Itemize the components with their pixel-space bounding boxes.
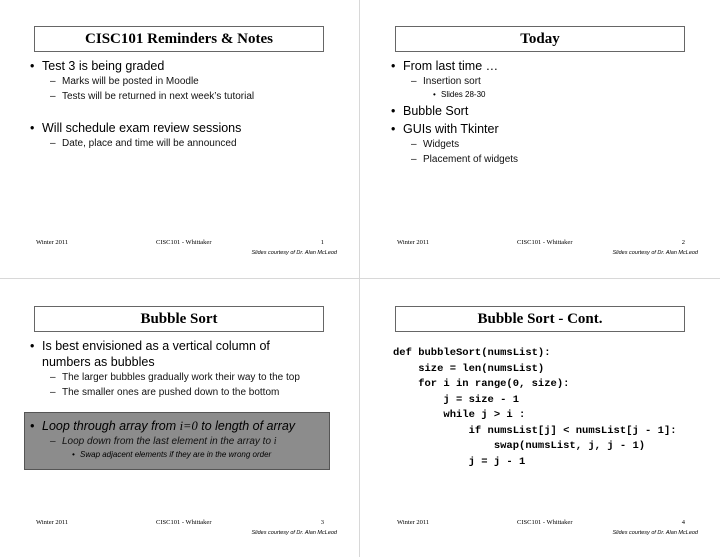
footer-course: CISC101 - Whittaker — [156, 519, 212, 526]
code-line: if numsList[j] < numsList[j - 1]: — [393, 424, 677, 437]
footer-term: Winter 2011 — [397, 239, 430, 246]
bullet-list — [389, 56, 699, 167]
bullet-list — [28, 56, 338, 151]
footer-course: CISC101 - Whittaker — [156, 239, 212, 246]
sub-bullet: – Placement of widgets — [389, 152, 699, 167]
highlight-sub-sub-bullet: • Swap adjacent elements if they are in the wrong order — [28, 449, 328, 461]
footer-term: Winter 2011 — [36, 519, 69, 526]
slide-credit: Slides courtesy of Dr. Alan McLeod — [251, 250, 337, 256]
footer-course: CISC101 - Whittaker — [517, 239, 573, 246]
slide-title: Today — [395, 26, 685, 52]
bullet: • Test 3 is being graded — [28, 58, 338, 74]
code-line: j = j - 1 — [393, 455, 526, 468]
bullet-line-1: Is best envisioned as a vertical column of — [42, 339, 270, 353]
highlight-text-end: to length of array — [197, 419, 296, 433]
slide-4 — [361, 280, 720, 558]
slide-2 — [361, 0, 720, 278]
footer-term: Winter 2011 — [397, 519, 430, 526]
footer-page-number: 1 — [320, 239, 324, 246]
sub-bullet: – Insertion sort — [389, 74, 699, 89]
code-block — [393, 346, 677, 470]
highlight-sub-var: i — [273, 436, 277, 447]
highlight-content — [28, 416, 328, 461]
slide-3 — [0, 280, 359, 558]
code-line: swap(numsList, j, j - 1) — [393, 440, 646, 452]
bullet: • Will schedule exam review sessions — [28, 120, 338, 136]
footer-page-number: 4 — [681, 519, 685, 526]
bullet: • GUIs with Tkinter — [389, 121, 699, 137]
footer-course: CISC101 - Whittaker — [517, 519, 573, 526]
sub-bullet: – The smaller ones are pushed down to the bottom — [28, 385, 338, 400]
code-line: j = size - 1 — [393, 393, 520, 406]
horizontal-divider — [0, 278, 720, 279]
sub-bullet: – Tests will be returned in next week’s tutorial — [28, 89, 338, 104]
sub-bullet: – Date, place and time will be announced — [28, 136, 338, 151]
footer-page-number: 3 — [320, 519, 324, 526]
bullet-list — [28, 336, 338, 400]
highlight-bullet — [28, 418, 328, 434]
code-line: for i in range(0, size): — [393, 378, 570, 390]
slide-credit: Slides courtesy of Dr. Alan McLeod — [612, 250, 698, 256]
sub-sub-bullet: • Slides 28-30 — [389, 89, 699, 101]
bullet — [28, 338, 338, 370]
highlight-var: i=0 — [179, 419, 198, 433]
slide-1 — [0, 0, 359, 278]
code-line: while j > i : — [393, 409, 526, 421]
highlight-sub-text: Loop down from the last element in the array to — [62, 436, 274, 447]
footer-page-number: 2 — [681, 239, 685, 246]
footer-term: Winter 2011 — [36, 239, 69, 246]
code-line: size = len(numsList) — [393, 362, 545, 375]
slide-credit: Slides courtesy of Dr. Alan McLeod — [612, 530, 698, 536]
highlight-text: Loop through array from — [42, 419, 180, 433]
slide-title: CISC101 Reminders & Notes — [34, 26, 324, 52]
bullet-line-2: numbers as bubbles — [42, 355, 155, 369]
highlight-sub-bullet — [28, 434, 328, 449]
code-line: def bubbleSort(numsList): — [393, 347, 551, 359]
slide-credit: Slides courtesy of Dr. Alan McLeod — [251, 530, 337, 536]
slide-title: Bubble Sort — [34, 306, 324, 332]
bullet: • From last time … — [389, 58, 699, 74]
sub-bullet: – The larger bubbles gradually work their way to the top — [28, 370, 338, 385]
sub-bullet: – Marks will be posted in Moodle — [28, 74, 338, 89]
slide-title: Bubble Sort - Cont. — [395, 306, 685, 332]
sub-bullet: – Widgets — [389, 137, 699, 152]
bullet: • Bubble Sort — [389, 103, 699, 119]
